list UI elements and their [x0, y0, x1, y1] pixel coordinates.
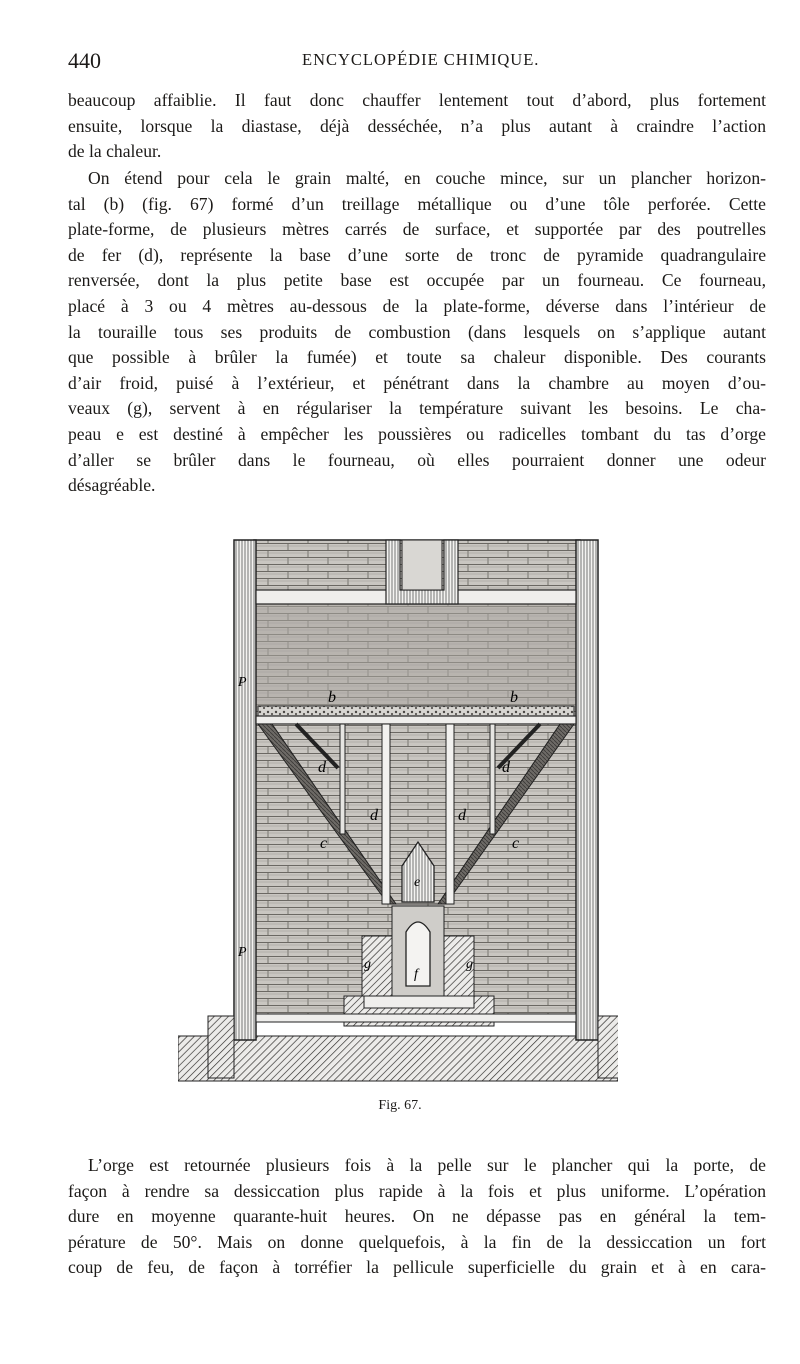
text-line: renversée, dont la plus petite base est occupée par un fourneau. Ce fourneau,: [68, 270, 766, 291]
text-line: façon à rendre sa dessiccation plus rapide à la fois et plus uniforme. L’opération: [68, 1180, 766, 1201]
text-line: d’air froid, puisé à l’extérieur, et pénétrant dans la chambre au moyen d’ou-: [68, 372, 766, 393]
label-b-left: b: [328, 689, 336, 706]
page-header: [68, 44, 768, 78]
running-title: ENCYCLOPÉDIE CHIMIQUE.: [302, 50, 540, 69]
text-line: la touraille tous ses produits de combustion (dans lesquels on s’applique autant: [68, 321, 766, 342]
label-d-1: d: [318, 759, 326, 776]
label-g-right: g: [466, 957, 473, 972]
text-line: ensuite, lorsque la diastase, déjà desséchée, n’a plus autant à craindre l’action: [68, 115, 766, 136]
label-d-4: d: [458, 807, 466, 824]
text-line: de fer (d), représente la base d’une sorte de tronc de pyramide quadrangulaire: [68, 244, 766, 265]
text-line: dure en moyenne quarante-huit heures. On ne dépasse pas en général la tem-: [68, 1206, 766, 1227]
text-line: de la chaleur.: [68, 141, 162, 162]
text-line: placé à 3 ou 4 mètres au-dessous de la plate-forme, déverse dans l’intérieur de: [68, 295, 766, 316]
label-g-left: g: [364, 957, 371, 972]
text-line: veaux (g), servent à en régulariser la température suivant les besoins. Le cha-: [68, 398, 766, 419]
label-p-top: P: [238, 675, 247, 690]
kiln-figure: [178, 536, 618, 1086]
paragraph-touraille: [68, 166, 766, 499]
kiln-engraving: [178, 536, 618, 1086]
text-line: coup de feu, de façon à torréfier la pellicule superficielle du grain et à en cara-: [68, 1257, 766, 1278]
figure-caption: Fig. 67.: [378, 1098, 422, 1113]
label-e: e: [414, 875, 421, 890]
label-c-right: c: [512, 835, 520, 852]
text-line: L’orge est retournée plusieurs fois à la pelle sur le plancher qui la porte, de: [88, 1155, 766, 1175]
text-line: plate-forme, de plusieurs mètres carrés de surface, et supportée par des poutrelles: [68, 219, 766, 240]
text-line: d’aller se brûler dans le fourneau, où elles pourraient donner une odeur: [68, 449, 766, 470]
text-line: tal (b) (fig. 67) formé d’un treillage métallique ou d’une tôle perforée. Cette: [68, 193, 766, 214]
text-line: peau e est destiné à empêcher les poussières ou radicelles tombant du tas d’orge: [68, 423, 766, 444]
paragraph-continued: [68, 88, 766, 165]
paragraph-turning: [68, 1153, 766, 1281]
text-line: On étend pour cela le grain malté, en couche mince, sur un plancher horizon-: [88, 168, 766, 188]
label-d-2: d: [502, 759, 510, 776]
text-line: beaucoup affaiblie. Il faut donc chauffer lentement tout d’abord, plus fortement: [68, 90, 766, 110]
label-f: f: [414, 967, 418, 982]
text-line: pérature de 50°. Mais on donne quelquefois, à la fin de la dessiccation un fort: [68, 1231, 766, 1252]
label-c-left: c: [320, 835, 328, 852]
label-b-right: b: [510, 689, 518, 706]
text-line: désagréable.: [68, 475, 156, 496]
page-number: 440: [68, 48, 101, 73]
label-d-3: d: [370, 807, 378, 824]
text-line: que possible à brûler la fumée) et toute sa chaleur disponible. Des courants: [68, 347, 766, 368]
label-p-bottom: P: [238, 945, 247, 960]
